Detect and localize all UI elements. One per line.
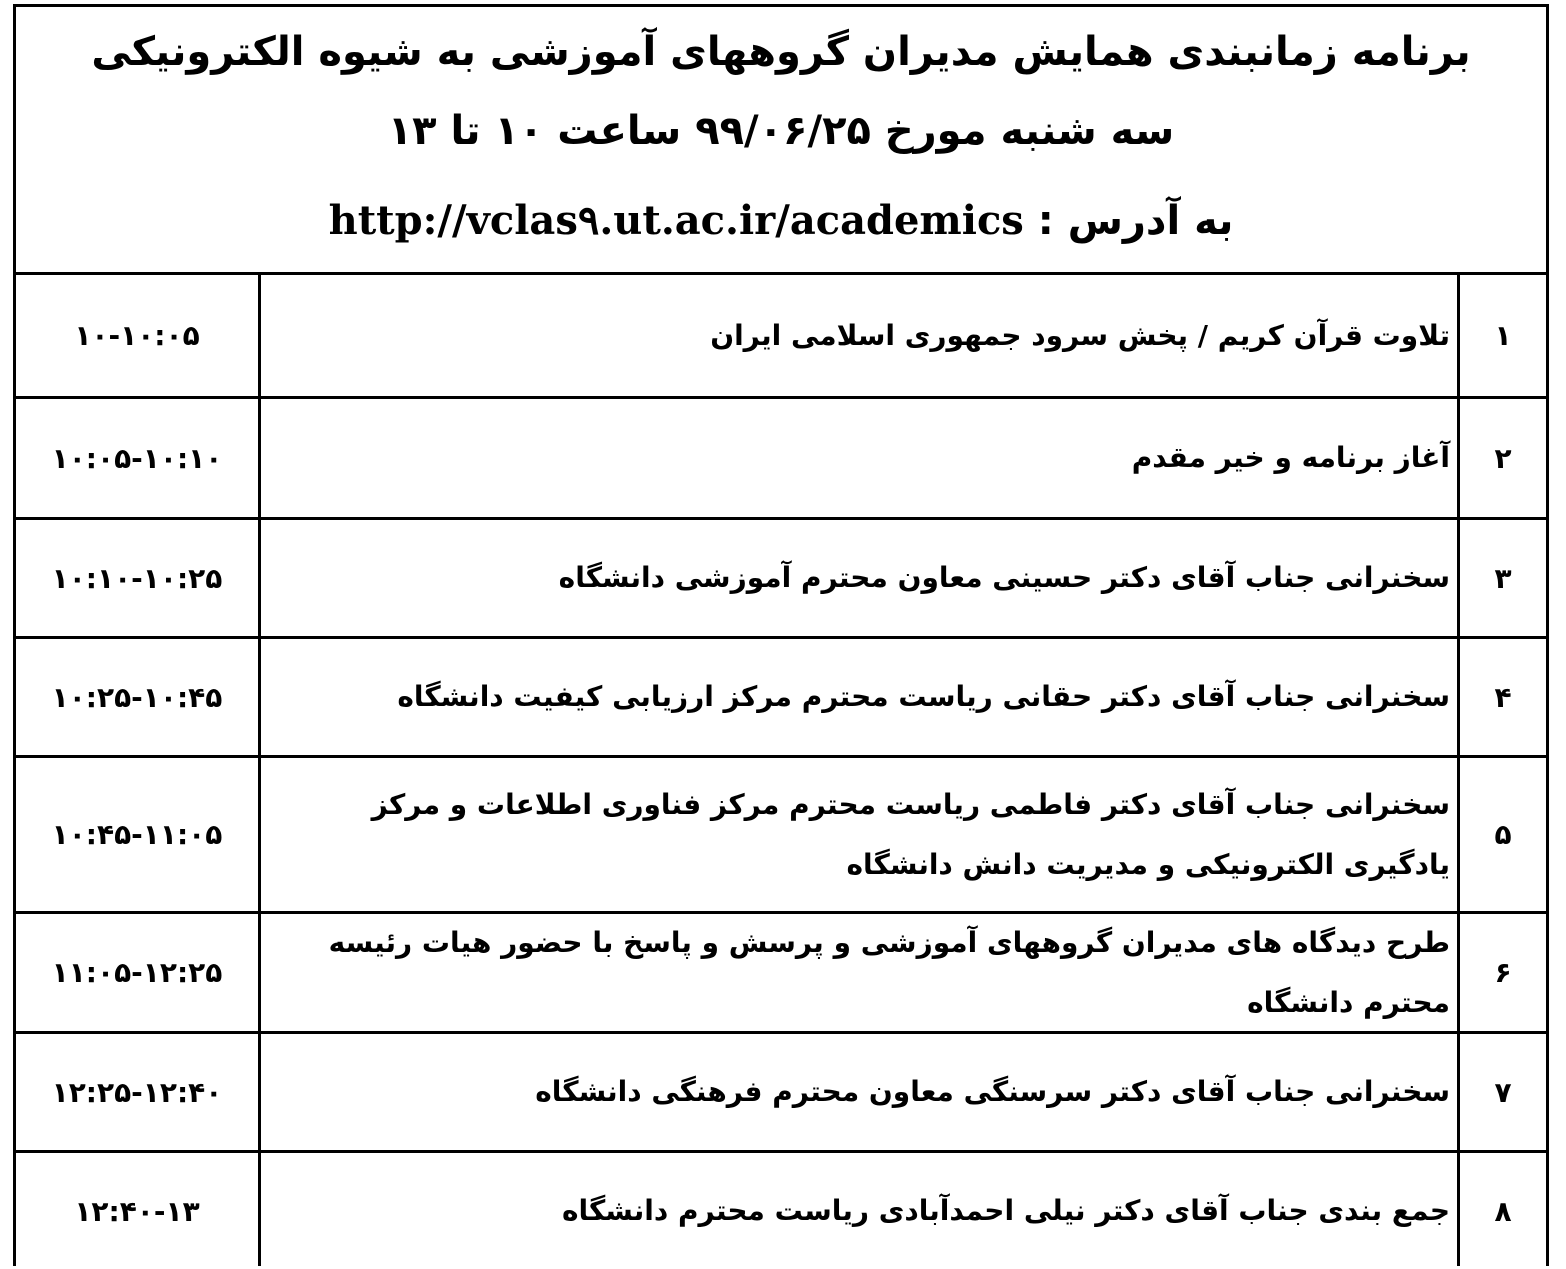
table-row (16, 275, 1546, 399)
table-row (16, 520, 1546, 639)
schedule-title: برنامه زمانبندی همایش مدیران گروههای آموزشی به شیوه الکترونیکی (91, 29, 1471, 75)
address-url[interactable]: http://vclas۹.ut.ac.ir/academics (328, 197, 1024, 244)
row-number: ۳ (1494, 561, 1512, 595)
schedule-date-line: سه شنبه مورخ ۹۹/۰۶/۲۵ ساعت ۱۰ تا ۱۳ (387, 108, 1175, 154)
table-row (16, 758, 1546, 914)
schedule-table (13, 4, 1549, 1266)
table-row (16, 399, 1546, 520)
row-time: ۱۲:۲۵-۱۲:۴۰ (51, 1075, 223, 1109)
row-number: ۴ (1494, 680, 1512, 714)
row-time: ۱۰:۱۰-۱۰:۲۵ (51, 561, 223, 595)
row-description: سخنرانی جناب آقای دکتر فاطمی ریاست محترم مرکز فناوری اطلاعات و مرکز یادگیری الکترونیکی و مدیریت دانش دانشگاه (371, 787, 1450, 881)
row-description: تلاوت قرآن کریم / پخش سرود جمهوری اسلامی ایران (710, 318, 1450, 352)
address-line (16, 197, 1546, 244)
row-description: جمع بندی جناب آقای دکتر نیلی احمدآبادی ریاست محترم دانشگاه (561, 1194, 1450, 1227)
address-label: به آدرس : (1037, 198, 1234, 244)
table-row (16, 639, 1546, 758)
table-row (16, 1153, 1546, 1269)
row-time: ۱۲:۴۰-۱۳ (74, 1194, 200, 1228)
row-number: ۸ (1494, 1194, 1512, 1228)
row-time: ۱۰:۲۵-۱۰:۴۵ (51, 680, 223, 714)
table-row (16, 1034, 1546, 1153)
table-row (16, 914, 1546, 1034)
row-description: طرح دیدگاه های مدیران گروههای آموزشی و پرسش و پاسخ با حضور هیات رئیسه محترم دانشگاه (328, 925, 1450, 1019)
row-number: ۱ (1494, 319, 1512, 352)
row-time: ۱۱:۰۵-۱۲:۲۵ (51, 956, 223, 989)
row-number: ۷ (1494, 1075, 1512, 1109)
row-description: سخنرانی جناب آقای دکتر سرسنگی معاون محترم فرهنگی دانشگاه (535, 1075, 1450, 1108)
row-description: سخنرانی جناب آقای دکتر حسینی معاون محترم آموزشی دانشگاه (558, 561, 1450, 594)
row-time: ۱۰-۱۰:۰۵ (74, 319, 200, 352)
row-number: ۲ (1494, 441, 1512, 475)
schedule-header (16, 7, 1546, 275)
row-time: ۱۰:۰۵-۱۰:۱۰ (51, 441, 223, 475)
row-description: آغاز برنامه و خیر مقدم (1131, 441, 1450, 474)
row-number: ۵ (1494, 818, 1512, 851)
row-description: سخنرانی جناب آقای دکتر حقانی ریاست محترم مرکز ارزیابی کیفیت دانشگاه (397, 680, 1450, 713)
row-time: ۱۰:۴۵-۱۱:۰۵ (51, 818, 223, 851)
row-number: ۶ (1494, 956, 1512, 989)
